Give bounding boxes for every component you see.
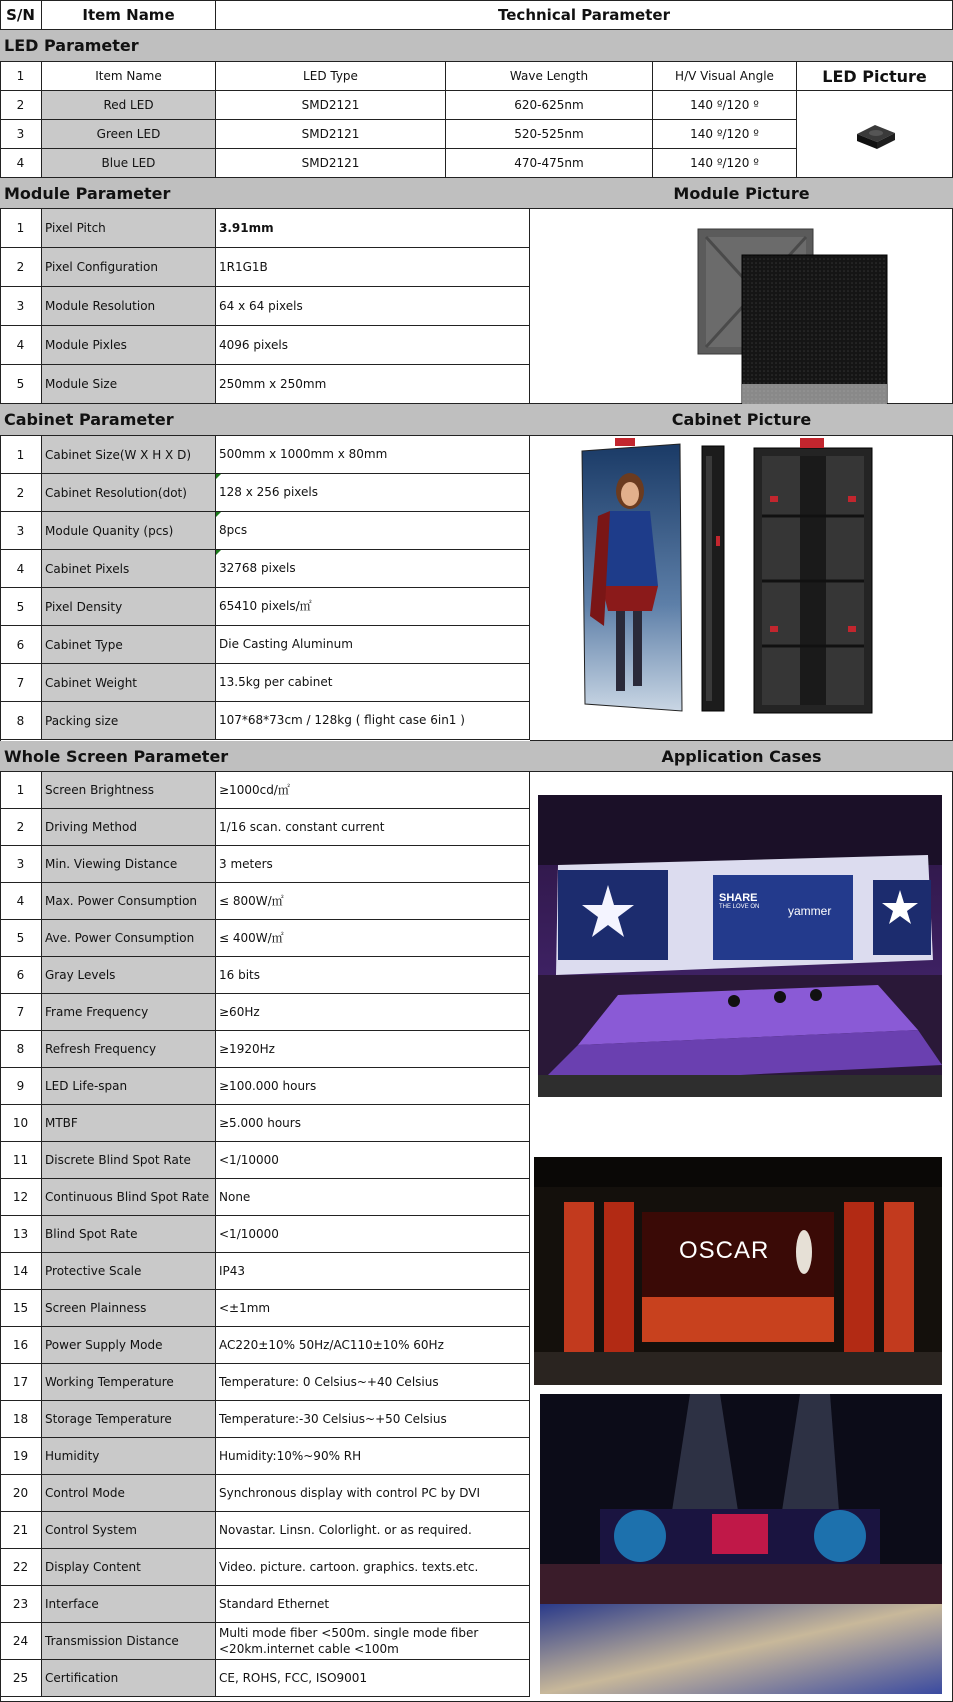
whole_section-row-name: MTBF bbox=[42, 1105, 216, 1142]
led-row-sn: 3 bbox=[0, 120, 42, 149]
cabinet_section-row-name: Cabinet Type bbox=[42, 626, 216, 664]
cabinet-parameter-title: Cabinet Parameter bbox=[4, 410, 174, 429]
led-row-type: SMD2121 bbox=[216, 120, 446, 149]
cabinet_section-row-value: 128 x 256 pixels bbox=[216, 474, 530, 512]
whole_section-row-value: <1/10000 bbox=[216, 1142, 530, 1179]
whole_section-row-value: 3 meters bbox=[216, 846, 530, 883]
whole_section-row-sn: 5 bbox=[0, 920, 42, 957]
whole_section-row-value: Standard Ethernet bbox=[216, 1586, 530, 1623]
whole_section-row-name: Transmission Distance bbox=[42, 1623, 216, 1660]
whole_section-row-name: Gray Levels bbox=[42, 957, 216, 994]
whole_section-row-name: Min. Viewing Distance bbox=[42, 846, 216, 883]
led-row-sn: 4 bbox=[0, 149, 42, 178]
whole_section-row-sn: 9 bbox=[0, 1068, 42, 1105]
whole_section-row-value: None bbox=[216, 1179, 530, 1216]
module_section-row-name: Module Size bbox=[42, 365, 216, 404]
whole_section-row-name: Ave. Power Consumption bbox=[42, 920, 216, 957]
whole_section-row-sn: 25 bbox=[0, 1660, 42, 1697]
module-picture-label: Module Picture bbox=[673, 183, 810, 203]
led-row-angle: 140 º/120 º bbox=[653, 91, 797, 120]
led-row-type: SMD2121 bbox=[216, 91, 446, 120]
whole_section-row-sn: 21 bbox=[0, 1512, 42, 1549]
whole_section-row-name: Screen Brightness bbox=[42, 772, 216, 809]
whole_section-row-value: <1/10000 bbox=[216, 1216, 530, 1253]
cabinet_section-row-name: Cabinet Weight bbox=[42, 664, 216, 702]
whole_section-row-sn: 11 bbox=[0, 1142, 42, 1179]
cabinet_section-row-name: Cabinet Pixels bbox=[42, 550, 216, 588]
whole_section-row-name: Working Temperature bbox=[42, 1364, 216, 1401]
whole_section-row-sn: 7 bbox=[0, 994, 42, 1031]
whole_section-row-value: Temperature: 0 Celsius~+40 Celsius bbox=[216, 1364, 530, 1401]
cabinet_section-row-name: Pixel Density bbox=[42, 588, 216, 626]
whole_section-row-value: CE, ROHS, FCC, ISO9001 bbox=[216, 1660, 530, 1697]
module_section-row-name: Module Resolution bbox=[42, 287, 216, 326]
module-parameter-title: Module Parameter bbox=[4, 183, 171, 203]
led-row-item: Red LED bbox=[42, 91, 216, 120]
whole_section-row-sn: 6 bbox=[0, 957, 42, 994]
module_section-row-name: Pixel Pitch bbox=[42, 209, 216, 248]
whole-screen-parameter-title: Whole Screen Parameter bbox=[4, 746, 229, 766]
cabinet_section-row-sn: 4 bbox=[0, 550, 42, 588]
led-row-angle: 140 º/120 º bbox=[653, 149, 797, 178]
whole_section-row-name: Max. Power Consumption bbox=[42, 883, 216, 920]
header-technical-parameter: Technical Parameter bbox=[216, 0, 953, 30]
cabinet_section-row-sn: 1 bbox=[0, 436, 42, 474]
cabinet_section-row-sn: 3 bbox=[0, 512, 42, 550]
application-photo-stage-1 bbox=[538, 795, 942, 1097]
whole_section-row-name: Screen Plainness bbox=[42, 1290, 216, 1327]
module_section-row-name: Pixel Configuration bbox=[42, 248, 216, 287]
whole_section-row-name: Control System bbox=[42, 1512, 216, 1549]
cell-comment-marker bbox=[216, 512, 221, 517]
led-row-sn: 2 bbox=[0, 91, 42, 120]
whole_section-row-name: LED Life-span bbox=[42, 1068, 216, 1105]
whole_section-row-name: Interface bbox=[42, 1586, 216, 1623]
led-row-type: SMD2121 bbox=[216, 149, 446, 178]
module_section-row-sn: 5 bbox=[0, 365, 42, 404]
whole_section-row-name: Continuous Blind Spot Rate bbox=[42, 1179, 216, 1216]
oscar-screen-text: OSCAR bbox=[679, 1237, 770, 1264]
whole_section-row-value: <±1mm bbox=[216, 1290, 530, 1327]
whole_section-row-value: ≥60Hz bbox=[216, 994, 530, 1031]
module_section-row-sn: 1 bbox=[0, 209, 42, 248]
led-col-type: LED Type bbox=[216, 62, 446, 91]
whole_section-row-name: Humidity bbox=[42, 1438, 216, 1475]
whole_section-row-value: ≥100.000 hours bbox=[216, 1068, 530, 1105]
led-picture bbox=[797, 91, 953, 178]
led-col-wave: Wave Length bbox=[446, 62, 653, 91]
cabinet_section-row-name: Cabinet Resolution(dot) bbox=[42, 474, 216, 512]
whole_section-row-sn: 16 bbox=[0, 1327, 42, 1364]
whole_section-row-value: AC220±10% 50Hz/AC110±10% 60Hz bbox=[216, 1327, 530, 1364]
module-parameter-bar bbox=[0, 178, 953, 209]
whole_section-row-sn: 4 bbox=[0, 883, 42, 920]
cabinet_section-row-sn: 7 bbox=[0, 664, 42, 702]
cell-comment-marker bbox=[216, 474, 221, 479]
led-chip-image bbox=[797, 91, 953, 178]
led-row-item: Green LED bbox=[42, 120, 216, 149]
whole_section-row-name: Power Supply Mode bbox=[42, 1327, 216, 1364]
whole_section-row-value: ≥1000cd/㎡ bbox=[216, 772, 530, 809]
led-row-wave: 620-625nm bbox=[446, 91, 653, 120]
led-row-item: Blue LED bbox=[42, 149, 216, 178]
whole_section-row-sn: 13 bbox=[0, 1216, 42, 1253]
whole_section-row-name: Display Content bbox=[42, 1549, 216, 1586]
led-parameter-bar bbox=[0, 30, 953, 62]
whole_section-row-sn: 17 bbox=[0, 1364, 42, 1401]
whole_section-row-value: Video. picture. cartoon. graphics. texts.etc. bbox=[216, 1549, 530, 1586]
whole_section-row-value: ≥1920Hz bbox=[216, 1031, 530, 1068]
cabinet_section-row-sn: 6 bbox=[0, 626, 42, 664]
module_section-row-value: 64 x 64 pixels bbox=[216, 287, 530, 326]
cabinet_section-row-sn: 5 bbox=[0, 588, 42, 626]
cabinet_section-row-sn: 2 bbox=[0, 474, 42, 512]
stage-1-screen-text bbox=[713, 892, 853, 918]
stage-1-share-text: SHARE bbox=[719, 892, 758, 904]
header-item-name: Item Name bbox=[42, 0, 216, 30]
cabinet_section-row-name: Cabinet Size(W X H X D) bbox=[42, 436, 216, 474]
cabinet_section-row-value: 13.5kg per cabinet bbox=[216, 664, 530, 702]
whole_section-row-value: Novastar. Linsn. Colorlight. or as required. bbox=[216, 1512, 530, 1549]
whole_section-row-sn: 1 bbox=[0, 772, 42, 809]
whole-screen-parameter-bar bbox=[0, 741, 953, 772]
led-col-sn: 1 bbox=[0, 62, 42, 91]
module-image bbox=[530, 209, 953, 404]
cabinet-picture-label: Cabinet Picture bbox=[671, 410, 812, 429]
whole_section-row-name: Driving Method bbox=[42, 809, 216, 846]
whole_section-row-sn: 24 bbox=[0, 1623, 42, 1660]
led-row-wave: 470-475nm bbox=[446, 149, 653, 178]
led-col-angle: H/V Visual Angle bbox=[653, 62, 797, 91]
led-parameter-title: LED Parameter bbox=[4, 36, 139, 55]
module_section-row-value: 250mm x 250mm bbox=[216, 365, 530, 404]
led-row-wave: 520-525nm bbox=[446, 120, 653, 149]
whole_section-row-value: Humidity:10%~90% RH bbox=[216, 1438, 530, 1475]
whole_section-row-name: Control Mode bbox=[42, 1475, 216, 1512]
application-photo-hall bbox=[540, 1394, 942, 1694]
cabinet_section-row-name: Module Quanity (pcs) bbox=[42, 512, 216, 550]
cabinet-image bbox=[530, 436, 953, 741]
cabinet_section-row-value: 65410 pixels/㎡ bbox=[216, 588, 530, 626]
whole_section-row-value: ≥5.000 hours bbox=[216, 1105, 530, 1142]
cabinet_section-row-value: Die Casting Aluminum bbox=[216, 626, 530, 664]
whole_section-row-sn: 10 bbox=[0, 1105, 42, 1142]
whole_section-row-sn: 8 bbox=[0, 1031, 42, 1068]
whole_section-row-sn: 19 bbox=[0, 1438, 42, 1475]
whole_section-row-sn: 12 bbox=[0, 1179, 42, 1216]
module_section-row-sn: 4 bbox=[0, 326, 42, 365]
whole_section-row-sn: 15 bbox=[0, 1290, 42, 1327]
whole_section-row-sn: 2 bbox=[0, 809, 42, 846]
header-sn: S/N bbox=[0, 0, 42, 30]
cabinet-parameter-bar bbox=[0, 404, 953, 436]
cabinet_section-row-sn: 8 bbox=[0, 702, 42, 740]
led-col-item: Item Name bbox=[42, 62, 216, 91]
module_section-row-name: Module Pixles bbox=[42, 326, 216, 365]
cabinet_section-row-name: Packing size bbox=[42, 702, 216, 740]
whole_section-row-value: Temperature:-30 Celsius~+50 Celsius bbox=[216, 1401, 530, 1438]
cabinet_section-row-value: 8pcs bbox=[216, 512, 530, 550]
whole_section-row-sn: 20 bbox=[0, 1475, 42, 1512]
module_section-row-value: 3.91mm bbox=[216, 209, 530, 248]
cell-comment-marker bbox=[216, 550, 221, 555]
cabinet_section-row-value: 500mm x 1000mm x 80mm bbox=[216, 436, 530, 474]
whole_section-row-name: Refresh Frequency bbox=[42, 1031, 216, 1068]
module_section-row-sn: 2 bbox=[0, 248, 42, 287]
stage-1-subtitle-text: THE LOVE ON bbox=[719, 904, 760, 910]
whole_section-row-name: Blind Spot Rate bbox=[42, 1216, 216, 1253]
module_section-row-value: 4096 pixels bbox=[216, 326, 530, 365]
module-picture bbox=[530, 209, 953, 404]
whole_section-row-value: ≤ 400W/㎡ bbox=[216, 920, 530, 957]
whole_section-row-name: Frame Frequency bbox=[42, 994, 216, 1031]
cabinet-picture bbox=[530, 436, 953, 741]
module_section-row-sn: 3 bbox=[0, 287, 42, 326]
whole_section-row-value: Synchronous display with control PC by DVI bbox=[216, 1475, 530, 1512]
led-row-angle: 140 º/120 º bbox=[653, 120, 797, 149]
whole_section-row-name: Storage Temperature bbox=[42, 1401, 216, 1438]
whole_section-row-value: 1/16 scan. constant current bbox=[216, 809, 530, 846]
whole_section-row-value: IP43 bbox=[216, 1253, 530, 1290]
whole_section-row-name: Discrete Blind Spot Rate bbox=[42, 1142, 216, 1179]
application-photo-oscar bbox=[534, 1157, 942, 1385]
whole_section-row-sn: 18 bbox=[0, 1401, 42, 1438]
whole_section-row-sn: 23 bbox=[0, 1586, 42, 1623]
stage-1-brand-text: yammer bbox=[788, 904, 832, 918]
whole_section-row-value: Multi mode fiber <500m. single mode fiber <20km.internet cable <100m bbox=[216, 1623, 530, 1660]
module_section-row-value: 1R1G1B bbox=[216, 248, 530, 287]
whole_section-row-name: Certification bbox=[42, 1660, 216, 1697]
cabinet_section-row-value: 107*68*73cm / 128kg ( flight case 6in1 ) bbox=[216, 702, 530, 740]
application-cases-label: Application Cases bbox=[661, 746, 822, 766]
whole_section-row-sn: 22 bbox=[0, 1549, 42, 1586]
cabinet_section-row-value: 32768 pixels bbox=[216, 550, 530, 588]
whole_section-row-sn: 14 bbox=[0, 1253, 42, 1290]
whole_section-row-value: 16 bits bbox=[216, 957, 530, 994]
whole_section-row-sn: 3 bbox=[0, 846, 42, 883]
whole_section-row-name: Protective Scale bbox=[42, 1253, 216, 1290]
whole_section-row-value: ≤ 800W/㎡ bbox=[216, 883, 530, 920]
led-picture-label: LED Picture bbox=[797, 62, 953, 91]
